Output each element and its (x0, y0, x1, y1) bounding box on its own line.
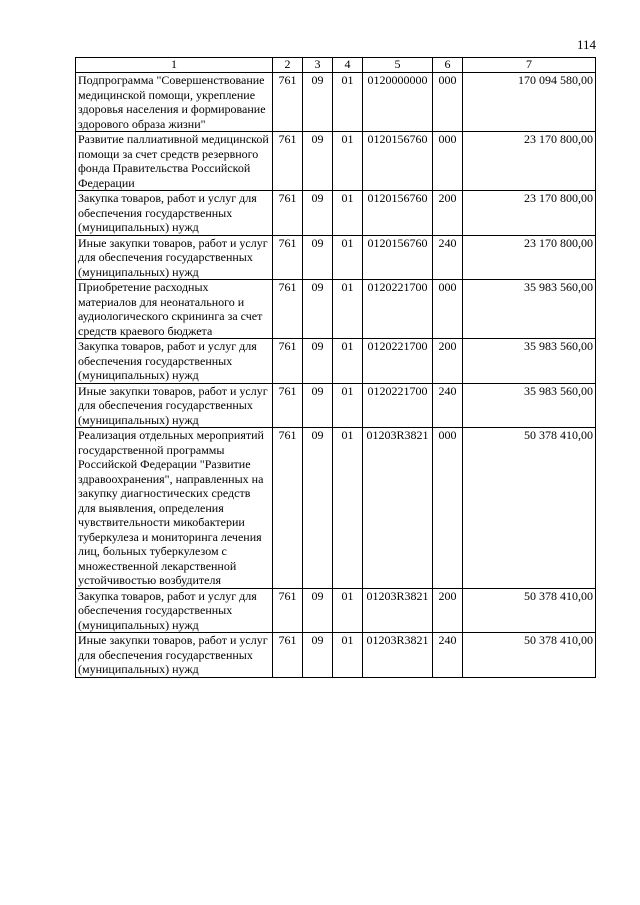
amount: 23 170 800,00 (463, 235, 596, 280)
amount: 35 983 560,00 (463, 280, 596, 339)
column-header: 2 (273, 58, 303, 73)
item-name: Приобретение расходных материалов для неонатального и аудиологического скрининга за счет средств краевого бюджета (76, 280, 273, 339)
grbs-code: 761 (273, 633, 303, 678)
column-header: 3 (303, 58, 333, 73)
expense-type-code: 240 (433, 383, 463, 428)
item-name: Иные закупки товаров, работ и услуг для обеспечения государственных (муниципальных) нужд (76, 235, 273, 280)
expense-type-code: 200 (433, 191, 463, 236)
table-row (76, 191, 596, 236)
expense-type-code: 000 (433, 428, 463, 589)
expense-type-code: 000 (433, 132, 463, 191)
section-code: 09 (303, 339, 333, 384)
section-code: 09 (303, 73, 333, 132)
table-row (76, 428, 596, 589)
table-row (76, 235, 596, 280)
amount: 50 378 410,00 (463, 588, 596, 633)
item-name: Развитие паллиативной медицинской помощи за счет средств резервного фонда Правительства Российской Федерации (76, 132, 273, 191)
item-name: Реализация отдельных мероприятий государственной программы Российской Федерации "Развитие здравоохранения", направленных на закупку диагностических средств для выявления, определения чувствительности микобактерии туберкулеза и мониторинга лечения лиц, больных туберкулезом с множественной лекарственной устойчивостью возбудителя (76, 428, 273, 589)
amount: 35 983 560,00 (463, 339, 596, 384)
item-name: Закупка товаров, работ и услуг для обеспечения государственных (муниципальных) нужд (76, 588, 273, 633)
column-header: 7 (463, 58, 596, 73)
grbs-code: 761 (273, 588, 303, 633)
section-code: 09 (303, 280, 333, 339)
amount: 23 170 800,00 (463, 191, 596, 236)
subsection-code: 01 (333, 588, 363, 633)
grbs-code: 761 (273, 383, 303, 428)
item-name: Иные закупки товаров, работ и услуг для обеспечения государственных (муниципальных) нужд (76, 383, 273, 428)
section-code: 09 (303, 383, 333, 428)
target-article-code: 0120000000 (363, 73, 433, 132)
column-header: 4 (333, 58, 363, 73)
amount: 23 170 800,00 (463, 132, 596, 191)
target-article-code: 01203R3821 (363, 633, 433, 678)
item-name: Иные закупки товаров, работ и услуг для обеспечения государственных (муниципальных) нужд (76, 633, 273, 678)
amount: 50 378 410,00 (463, 633, 596, 678)
table-row (76, 73, 596, 132)
page-number: 114 (576, 37, 596, 52)
section-code: 09 (303, 633, 333, 678)
column-header: 6 (433, 58, 463, 73)
expense-type-code: 200 (433, 588, 463, 633)
section-code: 09 (303, 588, 333, 633)
subsection-code: 01 (333, 383, 363, 428)
column-header: 5 (363, 58, 433, 73)
table-row (76, 280, 596, 339)
grbs-code: 761 (273, 73, 303, 132)
subsection-code: 01 (333, 132, 363, 191)
subsection-code: 01 (333, 235, 363, 280)
target-article-code: 0120156760 (363, 235, 433, 280)
expense-type-code: 000 (433, 73, 463, 132)
table-row (76, 633, 596, 678)
item-name: Закупка товаров, работ и услуг для обеспечения государственных (муниципальных) нужд (76, 191, 273, 236)
amount: 50 378 410,00 (463, 428, 596, 589)
grbs-code: 761 (273, 280, 303, 339)
grbs-code: 761 (273, 191, 303, 236)
grbs-code: 761 (273, 339, 303, 384)
amount: 35 983 560,00 (463, 383, 596, 428)
item-name: Подпрограмма "Совершенствование медицинской помощи, укрепление здоровья населения и формирование здорового образа жизни" (76, 73, 273, 132)
target-article-code: 0120221700 (363, 280, 433, 339)
subsection-code: 01 (333, 280, 363, 339)
target-article-code: 0120221700 (363, 383, 433, 428)
grbs-code: 761 (273, 132, 303, 191)
target-article-code: 0120156760 (363, 132, 433, 191)
expense-type-code: 240 (433, 633, 463, 678)
table-row (76, 339, 596, 384)
budget-table (75, 57, 596, 678)
target-article-code: 0120221700 (363, 339, 433, 384)
table-row (76, 588, 596, 633)
table-row (76, 132, 596, 191)
target-article-code: 0120156760 (363, 191, 433, 236)
section-code: 09 (303, 191, 333, 236)
expense-type-code: 200 (433, 339, 463, 384)
item-name: Закупка товаров, работ и услуг для обеспечения государственных (муниципальных) нужд (76, 339, 273, 384)
section-code: 09 (303, 132, 333, 191)
subsection-code: 01 (333, 191, 363, 236)
expense-type-code: 000 (433, 280, 463, 339)
section-code: 09 (303, 428, 333, 589)
section-code: 09 (303, 235, 333, 280)
subsection-code: 01 (333, 339, 363, 384)
grbs-code: 761 (273, 428, 303, 589)
target-article-code: 01203R3821 (363, 428, 433, 589)
expense-type-code: 240 (433, 235, 463, 280)
amount: 170 094 580,00 (463, 73, 596, 132)
target-article-code: 01203R3821 (363, 588, 433, 633)
column-header: 1 (76, 58, 273, 73)
header-row (76, 58, 596, 73)
grbs-code: 761 (273, 235, 303, 280)
subsection-code: 01 (333, 633, 363, 678)
subsection-code: 01 (333, 428, 363, 589)
subsection-code: 01 (333, 73, 363, 132)
table-row (76, 383, 596, 428)
